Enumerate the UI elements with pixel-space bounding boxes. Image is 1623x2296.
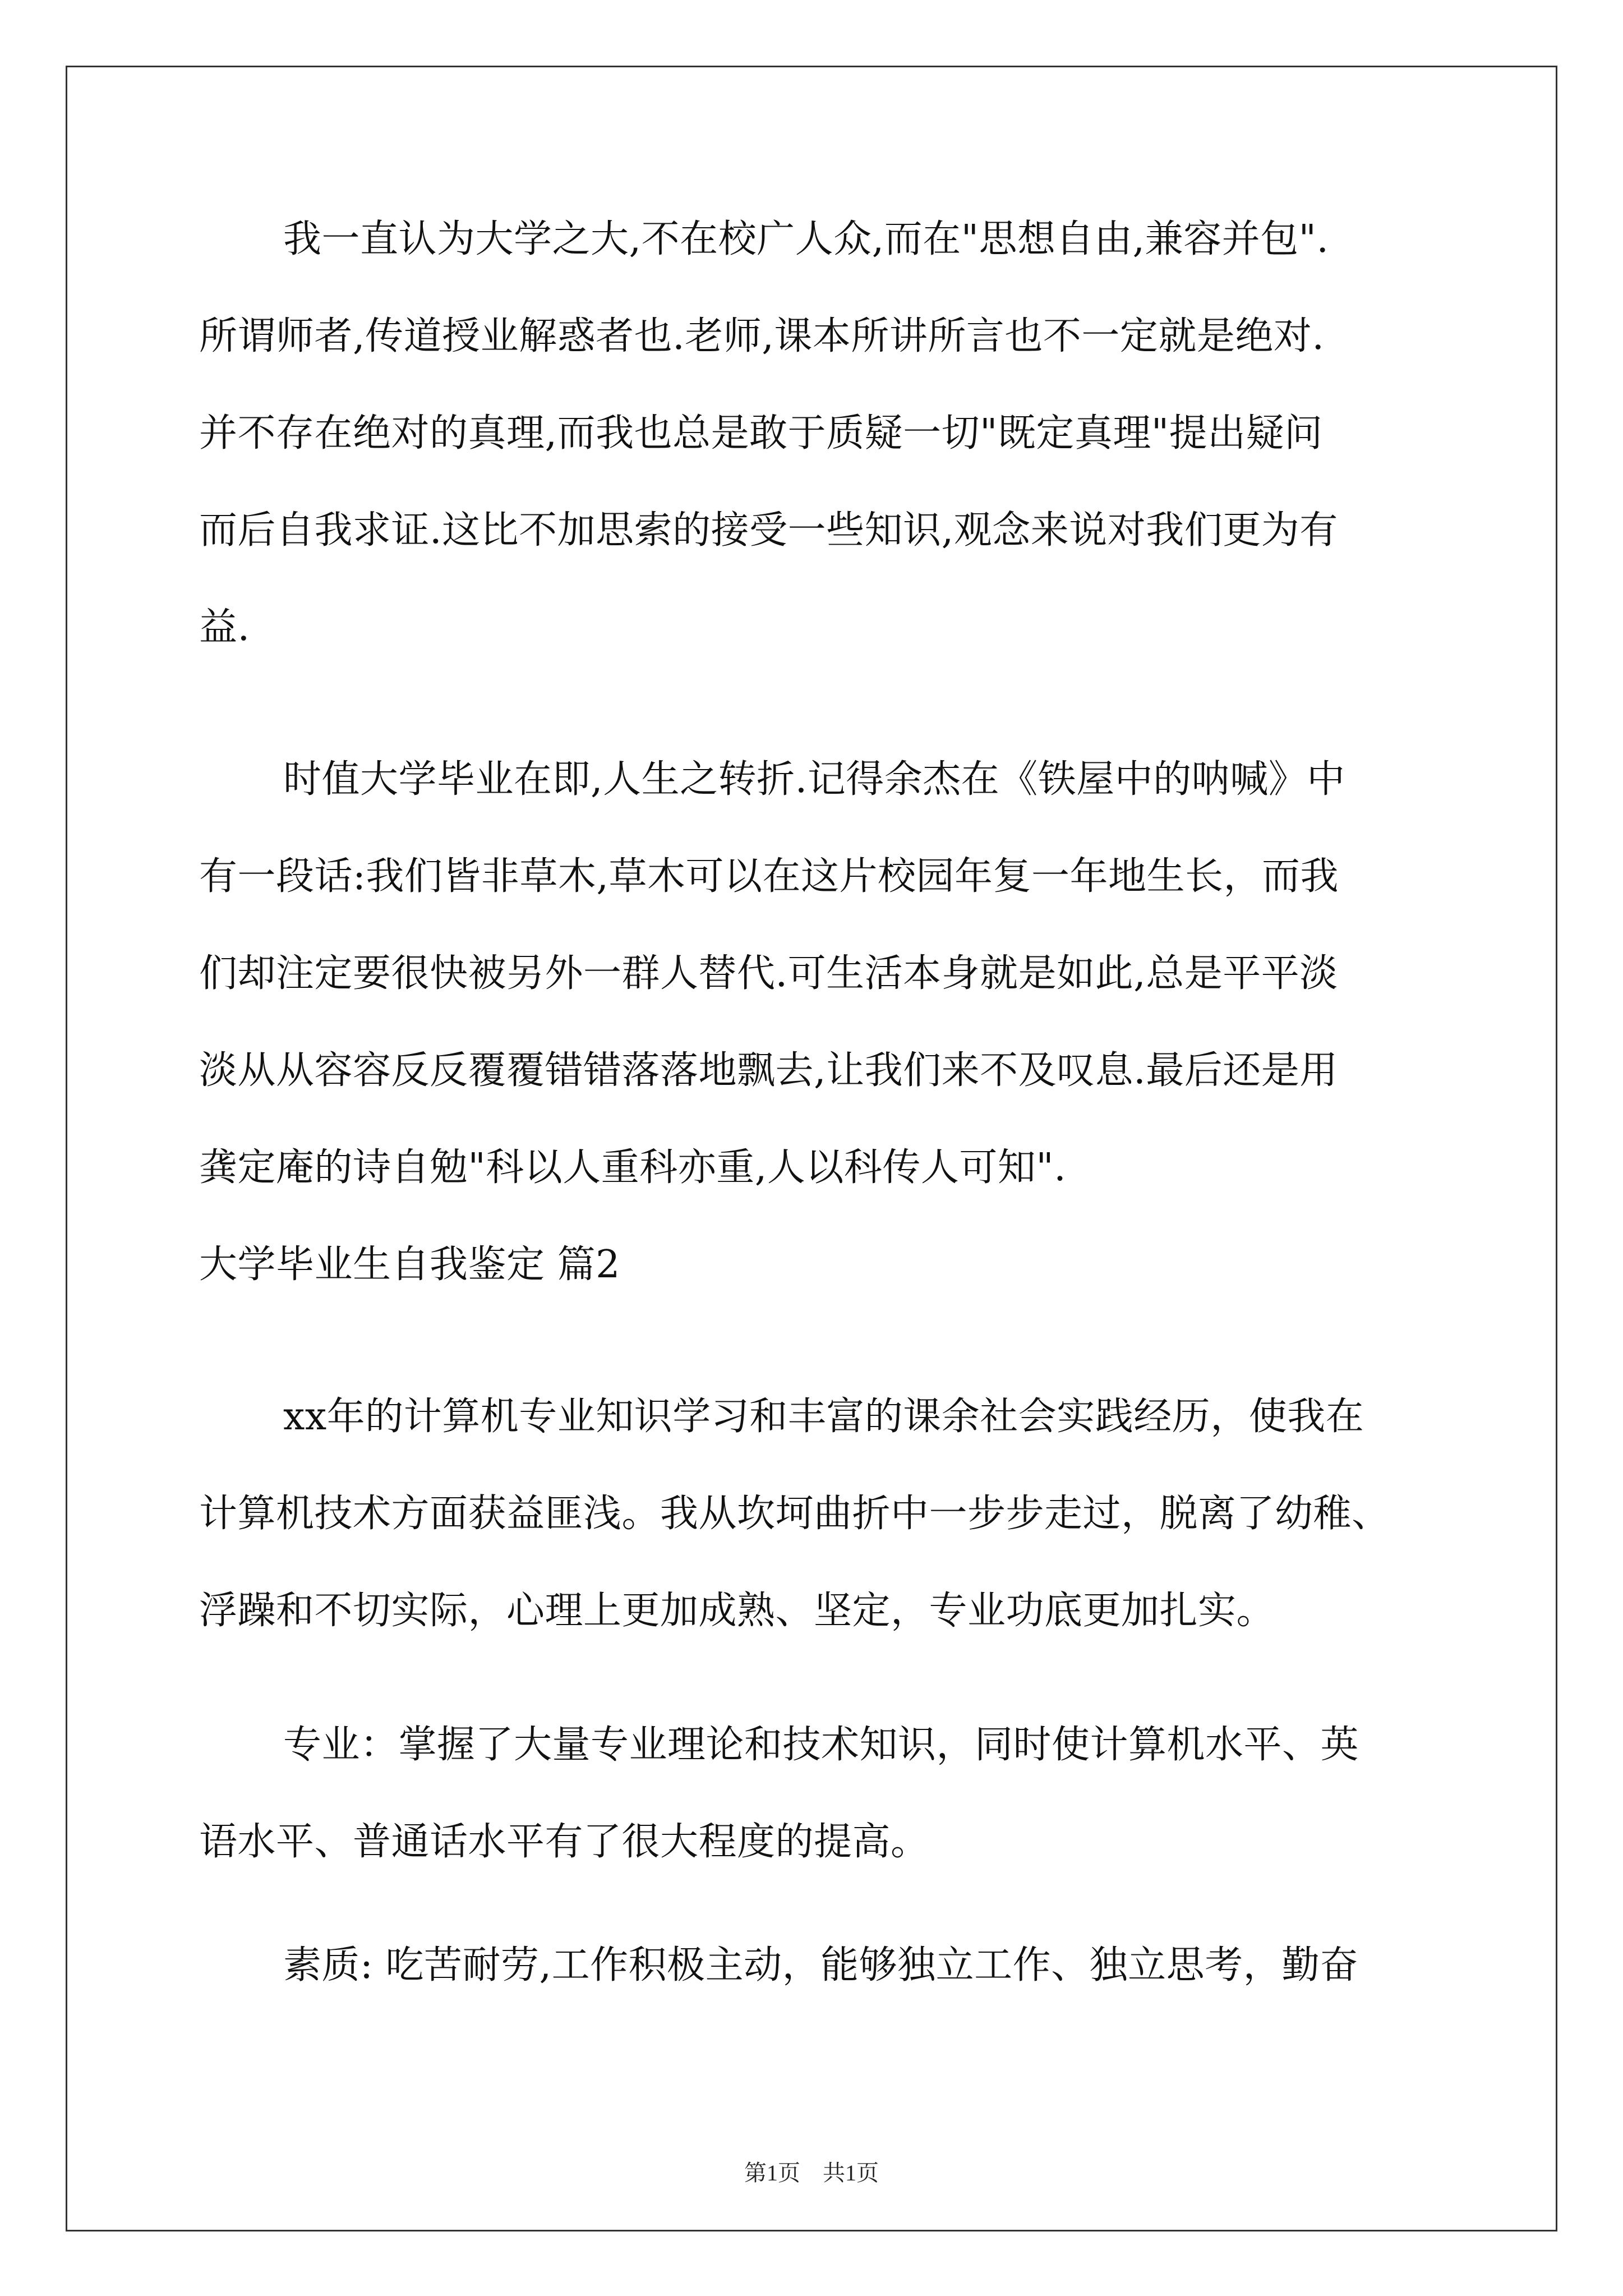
paragraph-line: 素质: 吃苦耐劳,工作积极主动，能够独立工作、独立思考，勤奋 <box>283 1943 1359 1987</box>
paragraph-line: 们却注定要很快被另外一群人替代.可生活本身就是如此,总是平平淡 <box>199 951 1338 996</box>
paragraph-line: 我一直认为大学之大,不在校广人众,而在"思想自由,兼容并包". <box>283 217 1329 261</box>
paragraph-line: 益. <box>199 605 250 650</box>
paragraph-line: 并不存在绝对的真理,而我也总是敢于质疑一切"既定真理"提出疑问 <box>199 411 1323 455</box>
section-heading: 大学毕业生自我鉴定 篇2 <box>199 1243 620 1287</box>
paragraph-line: 浮躁和不切实际，心理上更加成熟、坚定，专业功底更加扎实。 <box>199 1589 1275 1633</box>
paragraph-line: 淡从从容容反反覆覆错错落落地飘去,让我们来不及叹息.最后还是用 <box>199 1048 1338 1093</box>
paragraph-line: 而后自我求证.这比不加思索的接受一些知识,观念来说对我们更为有 <box>199 508 1338 553</box>
paragraph-line: 时值大学毕业在即,人生之转折.记得余杰在《铁屋中的呐喊》中 <box>283 757 1345 802</box>
paragraph-line: 龚定庵的诗自勉"科以人重科亦重,人以科传人可知". <box>199 1145 1067 1190</box>
page-footer: 第1页 共1页 <box>744 2160 879 2185</box>
paragraph-line: 计算机技术方面获益匪浅。我从坎坷曲折中一步步走过，脱离了幼稚、 <box>199 1492 1390 1536</box>
paragraph-line: 语水平、普通话水平有了很大程度的提高。 <box>199 1820 929 1864</box>
paragraph-line: 所谓师者,传道授业解惑者也.老师,课本所讲所言也不一定就是绝对. <box>199 314 1325 358</box>
paragraph-line: 专业：掌握了大量专业理论和技术知识，同时使计算机水平、英 <box>283 1723 1359 1767</box>
paragraph-line: 有一段话:我们皆非草木,草木可以在这片校园年复一年地生长，而我 <box>199 854 1339 899</box>
paragraph-line: xx年的计算机专业知识学习和丰富的课余社会实践经历，使我在 <box>283 1395 1364 1439</box>
